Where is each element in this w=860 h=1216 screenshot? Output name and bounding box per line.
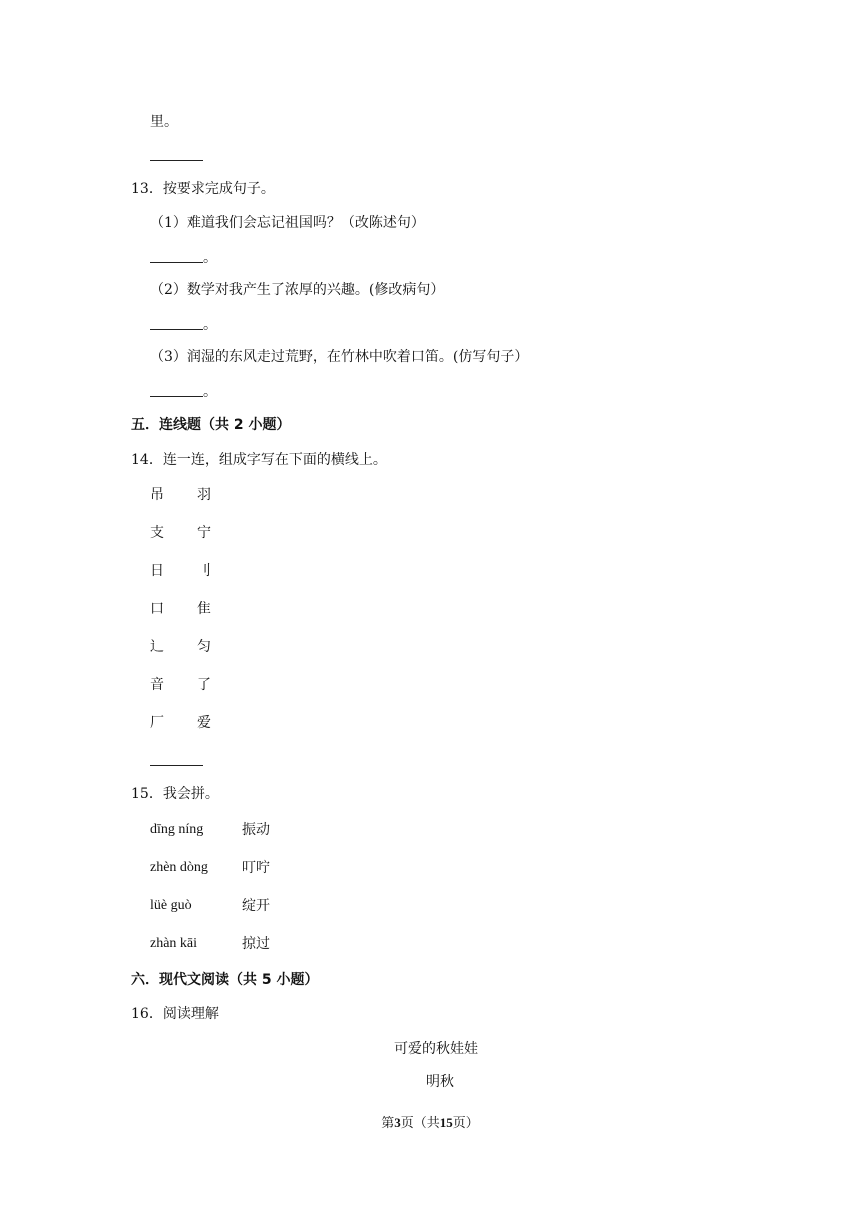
pinyin: zhàn kāi bbox=[150, 936, 198, 951]
sentence-end: 。 bbox=[203, 384, 217, 400]
pinyin: dīng níng bbox=[150, 822, 204, 837]
question-13-item-2: （2）数学对我产生了浓厚的兴趣。(修改病句） bbox=[150, 282, 445, 298]
answer-blank bbox=[150, 765, 203, 766]
left-char: 厂 bbox=[150, 715, 164, 731]
left-char: 音 bbox=[150, 677, 164, 693]
right-char: 爱 bbox=[197, 715, 211, 731]
continued-text: 里。 bbox=[150, 114, 178, 130]
right-char: 宁 bbox=[197, 525, 211, 541]
word: 振动 bbox=[242, 822, 270, 838]
answer-blank bbox=[150, 329, 203, 330]
question-13-item-3: （3）润湿的东风走过荒野，在竹林中吹着口笛。(仿写句子） bbox=[150, 349, 529, 365]
article-author: 明秋 bbox=[426, 1074, 454, 1090]
page-footer bbox=[0, 1112, 860, 1131]
right-char: 刂 bbox=[197, 563, 211, 579]
question-13-prompt: 13．按要求完成句子。 bbox=[131, 181, 275, 197]
right-char: 匀 bbox=[197, 639, 211, 655]
sentence-end: 。 bbox=[203, 317, 217, 333]
left-char: 辶 bbox=[150, 639, 164, 655]
answer-blank bbox=[150, 262, 203, 263]
footer-prefix: 第 bbox=[381, 1116, 395, 1131]
sentence-end: 。 bbox=[203, 250, 217, 266]
current-page-number: 3 bbox=[394, 1115, 401, 1130]
answer-blank bbox=[150, 396, 203, 397]
pinyin: zhèn dòng bbox=[150, 860, 208, 875]
left-char: 吊 bbox=[150, 487, 164, 503]
right-char: 羽 bbox=[197, 487, 211, 503]
word: 叮咛 bbox=[242, 860, 270, 876]
left-char: 日 bbox=[150, 563, 164, 579]
footer-middle: 页（共 bbox=[400, 1116, 440, 1131]
answer-blank bbox=[150, 160, 203, 161]
word: 绽开 bbox=[242, 898, 270, 914]
section-6-heading: 六．现代文阅读（共 5 小题） bbox=[131, 972, 319, 988]
article-title: 可爱的秋娃娃 bbox=[394, 1041, 478, 1057]
pinyin: lüè guò bbox=[150, 898, 192, 913]
question-13-item-1: （1）难道我们会忘记祖国吗？（改陈述句） bbox=[150, 215, 425, 231]
question-16-prompt: 16．阅读理解 bbox=[131, 1006, 219, 1022]
total-pages-number: 15 bbox=[439, 1115, 453, 1130]
left-char: 口 bbox=[150, 601, 164, 617]
left-char: 支 bbox=[150, 525, 164, 541]
word: 掠过 bbox=[242, 936, 270, 952]
right-char: 隹 bbox=[197, 601, 211, 617]
footer-suffix: 页） bbox=[452, 1116, 479, 1131]
right-char: 了 bbox=[197, 677, 211, 693]
question-14-prompt: 14．连一连，组成字写在下面的横线上。 bbox=[131, 452, 387, 468]
section-5-heading: 五．连线题（共 2 小题） bbox=[131, 417, 291, 433]
question-15-prompt: 15．我会拼。 bbox=[131, 786, 219, 802]
